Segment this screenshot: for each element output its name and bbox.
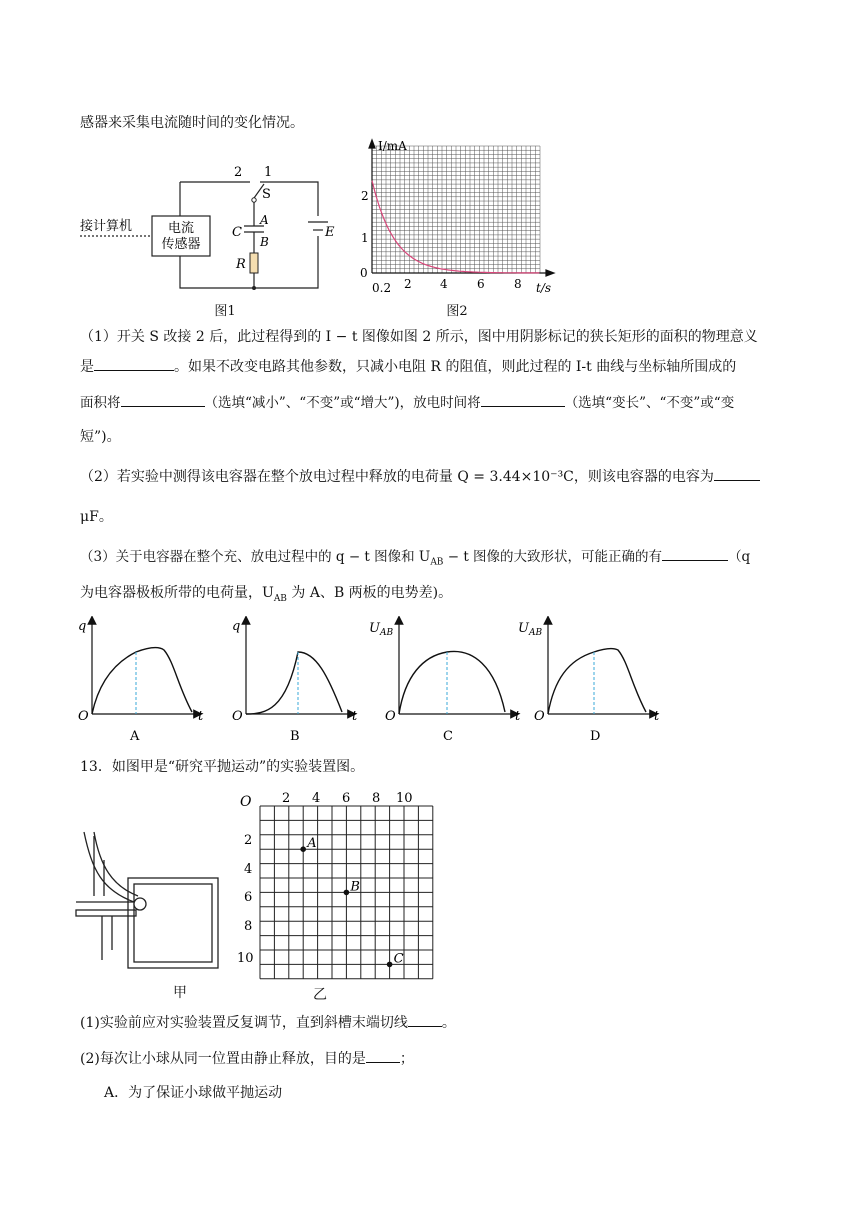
fig2-xtick: 0.2 [372,281,392,295]
option-graphs [74,616,674,746]
figure-2-caption: 图2 [446,304,468,319]
grid-left-tick: 10 [237,951,254,966]
apparatus-figure [72,830,232,980]
q13-title: 13．如图甲是“研究平抛运动”的实验装置图。 [80,759,365,775]
graph-c-letter: C [443,729,453,744]
fig2-xtick: 4 [440,277,448,291]
q1-text: （选填“变长”、“不变”或“变 [564,395,735,411]
label-s: S [262,187,271,202]
grid-left-tick: 4 [244,862,253,877]
trajectory-point [387,962,393,968]
fig2-ytick: 1 [361,231,369,245]
trajectory-point-label: C [393,951,404,967]
trajectory-point [300,846,306,852]
graph-c-origin: O [385,709,396,724]
q1-blank-3[interactable] [481,392,565,407]
q13-text: (1)实验前应对实验装置反复调节，直到斜槽末端切线 [80,1015,408,1031]
graph-a-t: t [198,709,204,724]
graph-a-letter: A [130,729,140,744]
q1-line1: （1）开关 S 改接 2 后，此过程得到的 I − t 图像如图 2 所示，图中用阴影标记的狭长矩形的面积的物理意义 [80,329,758,345]
q1-text: 是 [80,359,94,375]
trajectory-point [344,890,350,896]
q3-text: 为 A、B 两板的电势差)。 [286,585,453,601]
graph-d [518,620,660,744]
grid-top-tick: 8 [372,791,381,806]
fig2-xtick: 6 [477,277,485,291]
q3-line2 [80,582,784,610]
graph-d-origin: O [534,709,545,724]
trajectory-grid [236,784,436,980]
q13-s1 [80,1012,784,1034]
q13-text: ； [399,1051,414,1067]
grid-origin: O [240,794,252,810]
graph-a-ylabel: q [78,619,87,634]
computer-label: 接计算机 [80,219,133,234]
graph-d-ylabel: $U_{AB}$ [518,621,543,638]
q13-text: (2)每次让小球从同一位置由静止释放，目的是 [80,1051,366,1067]
grid-top-tick: 4 [312,791,321,806]
q3-sub: AB [430,557,444,568]
sensor-label-1: 电流 [167,221,195,236]
trajectory-point-label: B [350,879,360,895]
q1-text: 面积将 [80,395,121,411]
intro-text: 感器来采集电流随时间的变化情况。 [80,115,304,131]
caption-jia: 甲 [173,985,187,1001]
fig2-xtick: 2 [404,277,412,291]
grid-top-tick: 2 [282,791,291,806]
q3-text: （3）关于电容器在整个充、放电过程中的 q − t 图像和 U [80,549,431,565]
label-e: E [325,225,335,240]
figure-1-caption: 图1 [214,304,236,319]
q1-blank-1[interactable] [94,356,174,371]
graph-b-letter: B [290,729,300,744]
q1-text: 。如果不改变电路其他参数，只减小电阻 R 的阻值，则此过程的 I-t 曲线与坐标轴所围成的 [174,359,737,375]
q13-option-a[interactable]: A．为了保证小球做平抛运动 [104,1085,283,1101]
q1-line3 [80,392,784,414]
q1-blank-2[interactable] [121,392,205,407]
grid-top-tick: 10 [396,791,413,806]
grid-left-tick: 2 [244,833,253,848]
graph-b-ylabel: q [232,619,241,634]
q1-line4: 短”)。 [80,429,121,445]
q2-line2: μF。 [80,509,113,525]
caption-yi: 乙 [313,987,327,1003]
q2-blank[interactable] [714,466,760,481]
label-r: R [236,257,246,272]
fig2-xlabel: t/s [536,281,552,295]
sensor-label-2: 传感器 [161,237,201,252]
q13-s2 [80,1048,784,1070]
q3-text: 为电容器极板所带的电荷量，U [80,585,274,601]
graph-d-letter: D [590,729,601,744]
fig2-xtick: 8 [514,277,522,291]
fig2-origin: 0 [360,266,368,280]
q13-blank-2[interactable] [366,1048,400,1063]
fig2-ytick: 2 [361,189,369,203]
graph-a [78,619,204,744]
label-2: 2 [234,165,243,180]
q3-line1 [80,546,784,574]
q3-text: （q [728,549,751,565]
q2-text: （2）若实验中测得该电容器在整个放电过程中释放的电荷量 Q = 3.44×10⁻³C，则该电容器的电容为 [80,469,714,485]
grid-left-tick: 8 [244,919,253,934]
graph-d-t: t [654,709,660,724]
label-b: B [260,235,269,249]
graph-c [369,620,521,744]
q3-sub: AB [273,593,287,604]
q13-text: 。 [441,1015,456,1031]
graph-c-t: t [515,709,521,724]
figure-1-circuit [78,160,348,320]
grid-top-tick: 6 [342,791,351,806]
label-1: 1 [264,165,273,180]
trajectory-point-label: A [307,836,317,852]
grid-left-tick: 6 [244,890,253,905]
q1-line2 [80,356,784,378]
graph-b-origin: O [232,709,243,724]
q2-line1 [80,466,784,488]
label-a: A [260,213,269,227]
graph-b-t: t [352,709,358,724]
q3-blank[interactable] [662,546,728,561]
q13-blank-1[interactable] [408,1012,442,1027]
q3-text: − t 图像的大致形状，可能正确的有 [443,549,663,565]
fig2-ylabel: I/mA [378,139,407,153]
label-c: C [232,225,242,240]
graph-b [232,619,358,744]
figure-2-graph [350,136,570,302]
graph-c-ylabel: $U_{AB}$ [369,621,394,638]
q1-text: （选填“减小”、“不变”或“增大”)，放电时间将 [204,395,481,411]
graph-a-origin: O [78,709,89,724]
